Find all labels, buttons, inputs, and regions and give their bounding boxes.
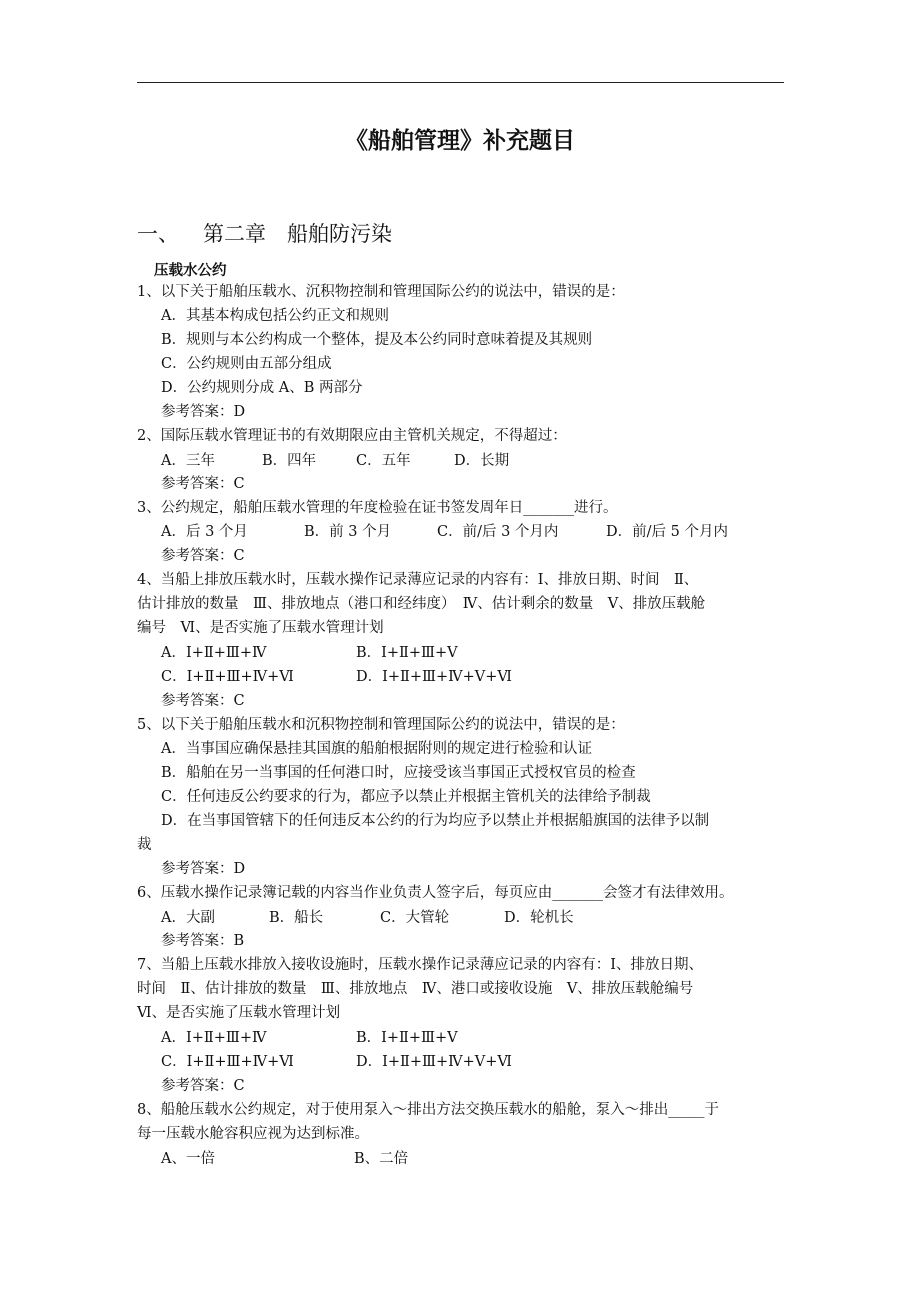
question-3-stem: 3、公约规定，船舶压载水管理的年度检验在证书签发周年日_______进行。 bbox=[137, 500, 618, 516]
question-1-option-c: C．公约规则由五部分组成 bbox=[161, 356, 332, 372]
question-2-option-c: C．五年 bbox=[356, 453, 411, 469]
question-8-option-a: A、一倍 bbox=[161, 1151, 215, 1167]
question-3-option-a: A．后 3 个月 bbox=[161, 524, 248, 540]
section-heading: 压载水公约 bbox=[154, 263, 227, 279]
question-6-option-a: A．大副 bbox=[161, 910, 215, 926]
question-1-option-d: D．公约规则分成 A、B 两部分 bbox=[161, 380, 363, 396]
question-1-stem: 1、以下关于船舶压载水、沉积物控制和管理国际公约的说法中，错误的是： bbox=[137, 284, 625, 300]
question-1-option-b: B．规则与本公约构成一个整体，提及本公约同时意味着提及其规则 bbox=[161, 332, 593, 348]
chapter-title: 第二章 船舶防污染 bbox=[203, 222, 392, 246]
question-3-answer: 参考答案：C bbox=[161, 548, 245, 564]
question-2-option-b: B．四年 bbox=[262, 453, 317, 469]
header-rule bbox=[137, 82, 784, 83]
question-2-stem: 2、国际压载水管理证书的有效期限应由主管机关规定，不得超过： bbox=[137, 428, 567, 444]
question-5-option-c: C．任何违反公约要求的行为，都应予以禁止并根据主管机关的法律给予制裁 bbox=[161, 789, 651, 805]
question-6-answer: 参考答案：B bbox=[161, 933, 245, 949]
question-6-stem: 6、压载水操作记录簿记载的内容当作业负责人签字后，每页应由_______会签才有法律效用。 bbox=[137, 885, 734, 901]
question-1-option-a: A．其基本构成包括公约正文和规则 bbox=[161, 308, 389, 324]
question-4-stem-line2: 估计排放的数量 Ⅲ、排放地点（港口和经纬度） Ⅳ、估计剩余的数量 Ⅴ、排放压载舱 bbox=[137, 596, 706, 612]
question-7-answer: 参考答案：C bbox=[161, 1078, 245, 1094]
question-2-option-d: D．长期 bbox=[454, 453, 510, 469]
question-5-option-a: A．当事国应确保悬挂其国旗的船舶根据附则的规定进行检验和认证 bbox=[161, 741, 592, 757]
question-4-option-c: C．Ⅰ+Ⅱ+Ⅲ+Ⅳ+Ⅵ bbox=[161, 669, 294, 685]
question-4-option-d: D．Ⅰ+Ⅱ+Ⅲ+Ⅳ+Ⅴ+Ⅵ bbox=[356, 669, 512, 685]
question-4-option-b: B．Ⅰ+Ⅱ+Ⅲ+Ⅴ bbox=[356, 645, 458, 661]
question-6-option-c: C．大管轮 bbox=[380, 910, 450, 926]
question-6-option-d: D．轮机长 bbox=[504, 910, 574, 926]
question-5-option-d-cont: 裁 bbox=[137, 837, 152, 853]
question-8-option-b: B、二倍 bbox=[354, 1151, 409, 1167]
page-title: 《船舶管理》补充题目 bbox=[345, 128, 575, 154]
chapter-heading bbox=[137, 218, 392, 248]
question-2-option-a: A．三年 bbox=[161, 453, 215, 469]
question-3-option-c: C．前/后 3 个月内 bbox=[437, 524, 559, 540]
question-4-option-a: A．Ⅰ+Ⅱ+Ⅲ+Ⅳ bbox=[161, 645, 267, 661]
question-3-option-d: D．前/后 5 个月内 bbox=[606, 524, 728, 540]
question-1-answer: 参考答案：D bbox=[161, 404, 246, 420]
question-7-option-d: D．Ⅰ+Ⅱ+Ⅲ+Ⅳ+Ⅴ+Ⅵ bbox=[356, 1054, 512, 1070]
question-2-answer: 参考答案：C bbox=[161, 476, 245, 492]
question-5-answer: 参考答案：D bbox=[161, 861, 246, 877]
question-7-option-a: A．Ⅰ+Ⅱ+Ⅲ+Ⅳ bbox=[161, 1030, 267, 1046]
question-7-stem-line3: Ⅵ、是否实施了压载水管理计划 bbox=[137, 1005, 341, 1021]
question-7-stem-line2: 时间 Ⅱ、估计排放的数量 Ⅲ、排放地点 Ⅳ、港口或接收设施 Ⅴ、排放压载舱编号 bbox=[137, 981, 694, 997]
chapter-number: 一、 bbox=[137, 222, 179, 246]
question-8-stem-line2: 每一压载水舱容积应视为达到标准。 bbox=[137, 1126, 369, 1142]
question-5-option-b: B．船舶在另一当事国的任何港口时，应接受该当事国正式授权官员的检查 bbox=[161, 765, 636, 781]
question-5-stem: 5、以下关于船舶压载水和沉积物控制和管理国际公约的说法中，错误的是： bbox=[137, 717, 625, 733]
question-8-stem-line1: 8、船舱压载水公约规定，对于使用泵入～排出方法交换压载水的船舱，泵入～排出_____于 bbox=[137, 1102, 719, 1118]
question-4-stem-line3: 编号 Ⅵ、是否实施了压载水管理计划 bbox=[137, 620, 384, 636]
question-3-option-b: B．前 3 个月 bbox=[304, 524, 392, 540]
question-4-stem-line1: 4、当船上排放压载水时，压载水操作记录薄应记录的内容有：Ⅰ、排放日期、时间 Ⅱ、 bbox=[137, 572, 699, 588]
question-7-option-c: C．Ⅰ+Ⅱ+Ⅲ+Ⅳ+Ⅵ bbox=[161, 1054, 294, 1070]
question-7-option-b: B．Ⅰ+Ⅱ+Ⅲ+Ⅴ bbox=[356, 1030, 458, 1046]
question-5-option-d: D．在当事国管辖下的任何违反本公约的行为均应予以禁止并根据船旗国的法律予以制 bbox=[161, 813, 710, 829]
question-6-option-b: B．船长 bbox=[269, 910, 324, 926]
question-4-answer: 参考答案：C bbox=[161, 693, 245, 709]
question-7-stem-line1: 7、当船上压载水排放入接收设施时，压载水操作记录薄应记录的内容有：Ⅰ、排放日期、 bbox=[137, 957, 703, 973]
